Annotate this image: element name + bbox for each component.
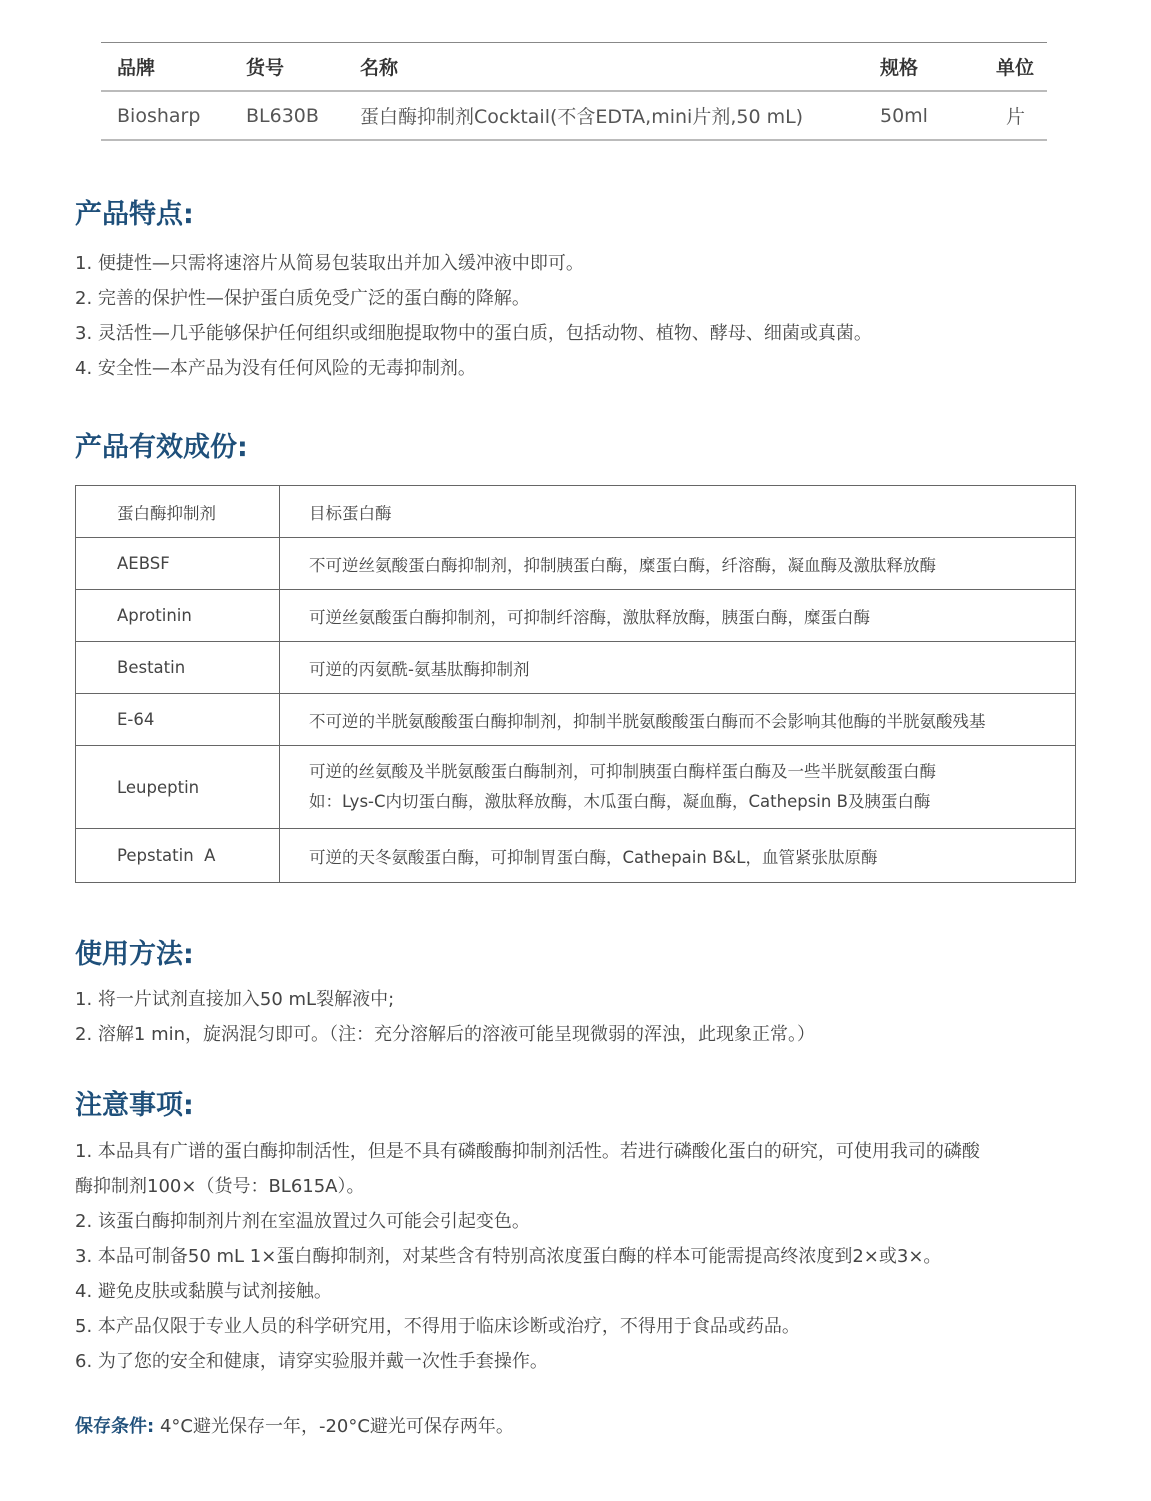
feature-item: 4. 安全性—本产品为没有任何风险的无毒抑制剂。 bbox=[75, 358, 476, 379]
note-item: 5. 本产品仅限于专业人员的科学研究用，不得用于临床诊断或治疗，不得用于食品或药品。 bbox=[75, 1316, 800, 1337]
brand-cell: Biosharp bbox=[101, 91, 230, 140]
target-cell: 可逆丝氨酸蛋白酶抑制剂，可抑制纤溶酶，激肽释放酶，胰蛋白酶，糜蛋白酶 bbox=[280, 590, 1076, 642]
target-cell: 目标蛋白酶 bbox=[280, 486, 1076, 538]
table-row bbox=[76, 642, 1076, 694]
feature-item: 2. 完善的保护性—保护蛋白质免受广泛的蛋白酶的降解。 bbox=[75, 288, 530, 309]
table-row bbox=[76, 590, 1076, 642]
header-name: 名称 bbox=[344, 43, 864, 92]
target-line: 可逆的丝氨酸及半胱氨酸蛋白酶制剂，可抑制胰蛋白酶样蛋白酶及一些半胱氨酸蛋白酶 bbox=[309, 762, 936, 781]
header-unit: 单位 bbox=[980, 43, 1047, 92]
table-row bbox=[76, 694, 1076, 746]
inhibitor-cell: Leupeptin bbox=[76, 746, 280, 829]
feature-item: 3. 灵活性—几乎能够保护任何组织或细胞提取物中的蛋白质，包括动物、植物、酵母、细菌或真菌。 bbox=[75, 323, 872, 344]
name-cell: 蛋白酶抑制剂Cocktail(不含EDTA,mini片剂,50 mL) bbox=[344, 91, 864, 140]
table-row bbox=[76, 538, 1076, 590]
usage-item: 1. 将一片试剂直接加入50 mL裂解液中; bbox=[75, 989, 395, 1010]
target-cell: 不可逆丝氨酸蛋白酶抑制剂，抑制胰蛋白酶，糜蛋白酶，纤溶酶，凝血酶及激肽释放酶 bbox=[280, 538, 1076, 590]
table-row bbox=[76, 486, 1076, 538]
product-info-table bbox=[101, 42, 1047, 141]
sku-cell: BL630B bbox=[230, 91, 344, 140]
inhibitor-cell: Pepstatin A bbox=[76, 829, 280, 883]
storage-label: 保存条件: bbox=[75, 1416, 155, 1437]
feature-item: 1. 便捷性—只需将速溶片从简易包装取出并加入缓冲液中即可。 bbox=[75, 253, 584, 274]
target-line: 如：Lys-C内切蛋白酶，激肽释放酶，木瓜蛋白酶，凝血酶，Cathepsin B及胰蛋白酶 bbox=[309, 792, 931, 811]
table-header-row bbox=[101, 43, 1047, 92]
unit-cell: 片 bbox=[980, 91, 1047, 140]
note-item: 2. 该蛋白酶抑制剂片剂在室温放置过久可能会引起变色。 bbox=[75, 1211, 530, 1232]
header-sku: 货号 bbox=[230, 43, 344, 92]
note-item: 6. 为了您的安全和健康，请穿实验服并戴一次性手套操作。 bbox=[75, 1351, 548, 1372]
target-cell: 可逆的丙氨酰-氨基肽酶抑制剂 bbox=[280, 642, 1076, 694]
storage-conditions bbox=[75, 1412, 514, 1438]
spec-cell: 50ml bbox=[864, 91, 980, 140]
note-item: 1. 本品具有广谱的蛋白酶抑制活性，但是不具有磷酸酶抑制剂活性。若进行磷酸化蛋白的研究，可使用我司的磷酸 bbox=[75, 1141, 980, 1162]
inhibitor-cell: E-64 bbox=[76, 694, 280, 746]
target-cell: 不可逆的半胱氨酸酸蛋白酶抑制剂，抑制半胱氨酸酸蛋白酶而不会影响其他酶的半胱氨酸残基 bbox=[280, 694, 1076, 746]
usage-heading: 使用方法: bbox=[75, 939, 194, 970]
target-cell: 可逆的天冬氨酸蛋白酶，可抑制胃蛋白酶，Cathepain B&L，血管紧张肽原酶 bbox=[280, 829, 1076, 883]
storage-text: 4°C避光保存一年，-20°C避光可保存两年。 bbox=[159, 1416, 514, 1437]
table-row bbox=[101, 91, 1047, 140]
inhibitor-cell: 蛋白酶抑制剂 bbox=[76, 486, 280, 538]
ingredients-table bbox=[75, 485, 1076, 883]
table-row bbox=[76, 829, 1076, 883]
inhibitor-cell: AEBSF bbox=[76, 538, 280, 590]
header-spec: 规格 bbox=[864, 43, 980, 92]
header-brand: 品牌 bbox=[101, 43, 230, 92]
ingredients-heading: 产品有效成份: bbox=[75, 432, 248, 463]
target-cell bbox=[280, 746, 1076, 829]
table-row bbox=[76, 746, 1076, 829]
note-item: 酶抑制剂100×（货号：BL615A）。 bbox=[75, 1176, 365, 1197]
notes-heading: 注意事项: bbox=[75, 1090, 194, 1121]
note-item: 4. 避免皮肤或黏膜与试剂接触。 bbox=[75, 1281, 332, 1302]
inhibitor-cell: Bestatin bbox=[76, 642, 280, 694]
note-item: 3. 本品可制备50 mL 1×蛋白酶抑制剂，对某些含有特别高浓度蛋白酶的样本可能需提高终浓度到2×或3×。 bbox=[75, 1246, 942, 1267]
features-heading: 产品特点: bbox=[75, 199, 194, 230]
inhibitor-cell: Aprotinin bbox=[76, 590, 280, 642]
usage-item: 2. 溶解1 min，旋涡混匀即可。（注：充分溶解后的溶液可能呈现微弱的浑浊，此现象正常。） bbox=[75, 1024, 816, 1045]
